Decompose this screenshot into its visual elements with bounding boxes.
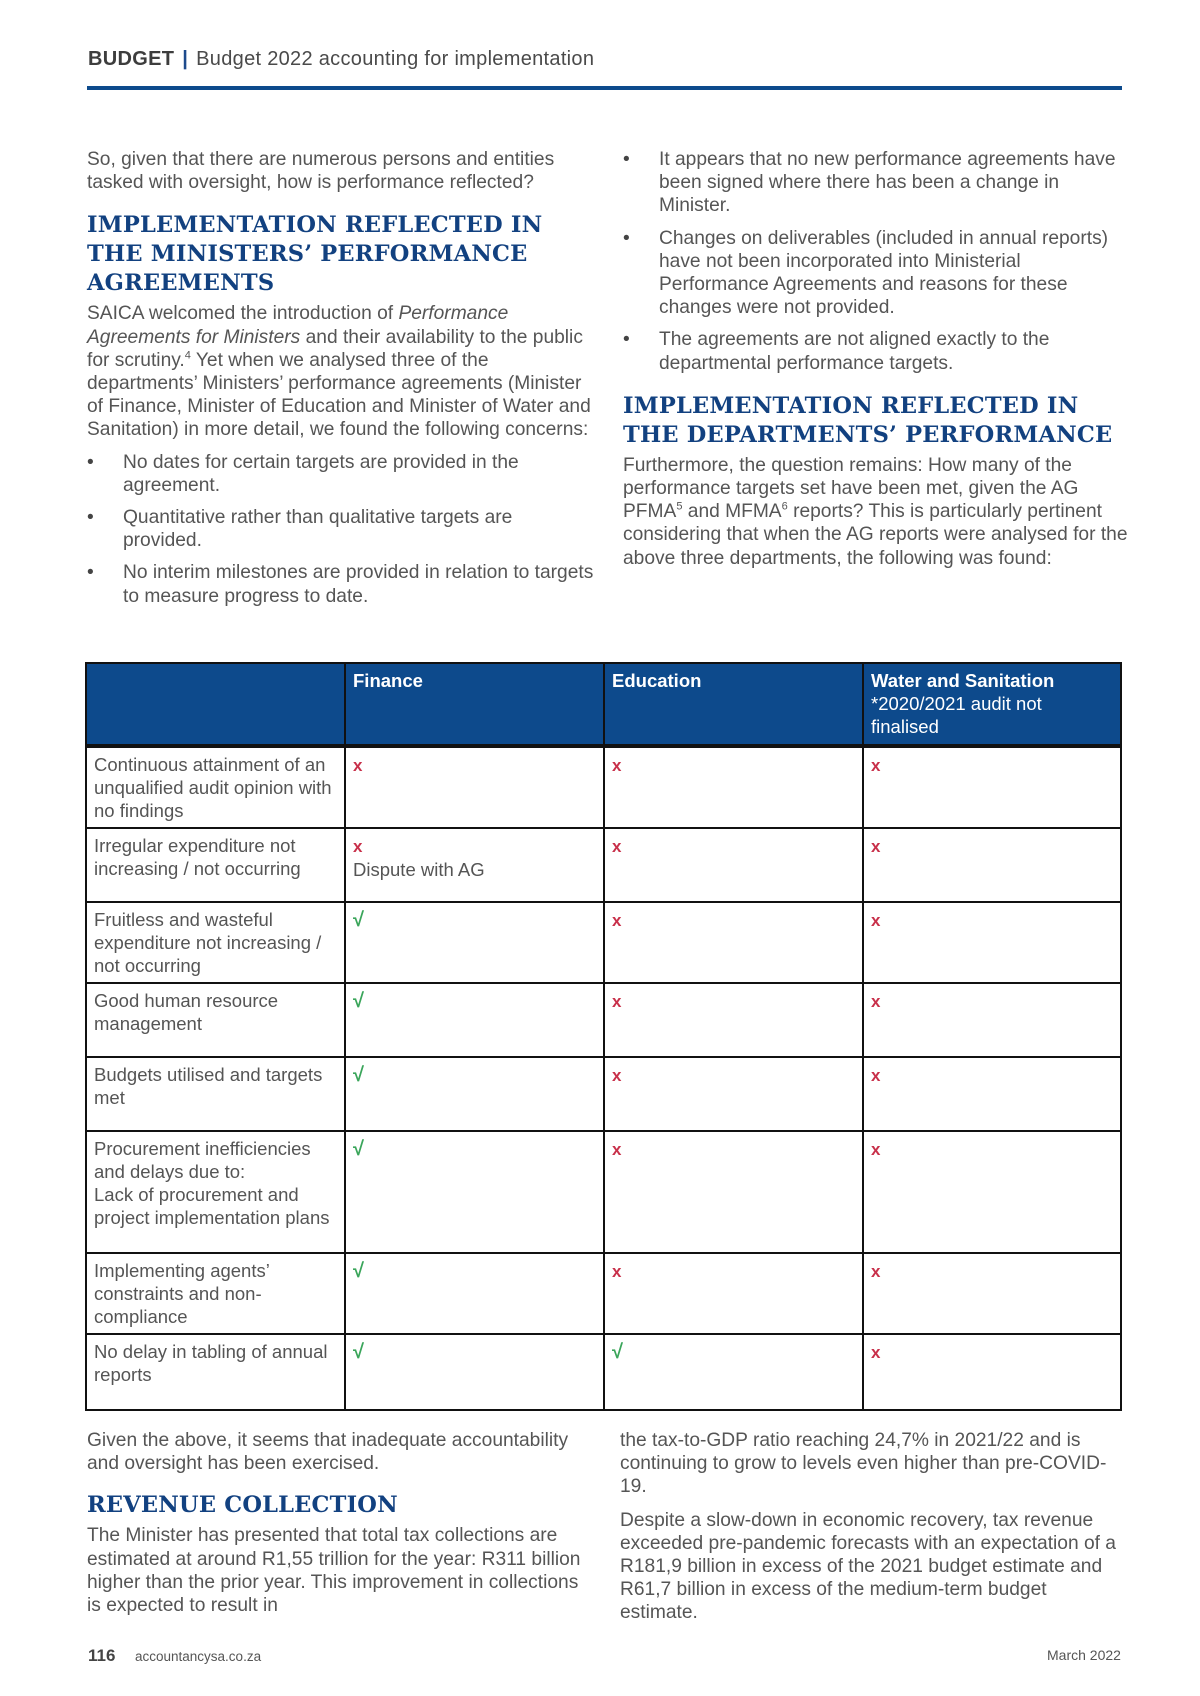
footnote-ref: 6 xyxy=(781,500,788,513)
right-column-bottom xyxy=(620,1429,1120,1635)
bullet-icon: • xyxy=(87,451,94,473)
table-row xyxy=(86,1057,1121,1131)
table-row xyxy=(86,983,1121,1057)
cell-water xyxy=(863,1253,1121,1334)
row-label-text-2: Lack of procurement and project implementation plans xyxy=(94,1184,330,1228)
cell-education xyxy=(604,1057,863,1131)
table-header-row xyxy=(86,663,1121,746)
row-label: Continuous attainment of an unqualified audit opinion with no findings xyxy=(86,746,345,828)
header-water-label: Water and Sanitation xyxy=(871,670,1055,691)
cell-education xyxy=(604,1131,863,1253)
cell-water xyxy=(863,1334,1121,1410)
cell-finance xyxy=(345,1253,604,1334)
header-water-note: *2020/2021 audit not finalised xyxy=(871,693,1042,737)
dept-text-b: and MFMA xyxy=(682,501,782,523)
cross-icon: x xyxy=(612,756,622,775)
intro-paragraph: So, given that there are numerous persons and entities tasked with oversight, how is performance reflected? xyxy=(87,149,555,194)
section-heading-departments: IMPLEMENTATION REFLECTED IN THE DEPARTMENTS’ PERFORMANCE xyxy=(623,392,1113,448)
table-row xyxy=(86,902,1121,983)
cell-finance xyxy=(345,1057,604,1131)
left-column-bottom xyxy=(87,1429,595,1627)
cross-icon: x xyxy=(871,1262,881,1281)
list-item xyxy=(623,227,1128,320)
bullet-icon: • xyxy=(87,507,94,529)
footer-date: March 2022 xyxy=(1047,1647,1121,1663)
agreements-list xyxy=(623,148,1128,375)
saica-text-a: SAICA welcomed the introduction of xyxy=(87,303,399,325)
cell-education xyxy=(604,1253,863,1334)
header-title: Budget 2022 accounting for implementation xyxy=(196,48,595,70)
list-item-text: It appears that no new performance agreements have been signed where there has been a change in Minister. xyxy=(659,149,1116,217)
list-item-text: No interim milestones are provided in relation to targets to measure progress to date. xyxy=(123,562,594,607)
cell-finance xyxy=(345,746,604,828)
bullet-icon: • xyxy=(623,329,630,351)
row-label xyxy=(86,1131,345,1253)
cross-icon: x xyxy=(612,837,622,856)
cross-icon: x xyxy=(871,911,881,930)
list-item-text: Changes on deliverables (included in annual reports) have not been incorporated into Ministerial Performance Agreements and reasons for these changes were not provided. xyxy=(659,227,1109,319)
cross-icon: x xyxy=(612,1262,622,1281)
cross-icon: x xyxy=(871,1066,881,1085)
header-finance: Finance xyxy=(345,663,604,746)
row-label: Irregular expenditure not increasing / not occurring xyxy=(86,828,345,902)
cross-icon: x xyxy=(871,756,881,775)
cross-icon: x xyxy=(353,837,363,856)
list-item xyxy=(87,561,595,607)
concerns-list xyxy=(87,451,595,608)
bullet-icon: • xyxy=(623,149,630,170)
audit-findings-table xyxy=(85,662,1122,1411)
forecast-paragraph: Despite a slow-down in economic recovery, tax revenue exceeded pre-pandemic forecasts with an expectation of a R181,9 billion in excess of the 2021 budget estimate and R61,7 billion in excess of the medium-term budget estimate. xyxy=(620,1509,1116,1624)
dept-text-c: reports? This is particularly pertinent considering that when the AG reports were analysed for the above three departments, the following was found: xyxy=(623,501,1128,569)
check-icon: √ xyxy=(353,1260,364,1282)
saica-paragraph xyxy=(87,302,595,441)
list-item xyxy=(87,506,595,552)
departments-paragraph xyxy=(623,454,1128,570)
finance-note: Dispute with AG xyxy=(353,859,485,880)
cell-education xyxy=(604,902,863,983)
check-icon: √ xyxy=(353,1341,364,1363)
cell-finance xyxy=(345,1334,604,1410)
cross-icon: x xyxy=(612,1140,622,1159)
cross-icon: x xyxy=(612,992,622,1011)
saica-text-b: and their availability to the public for scrutiny. xyxy=(87,326,583,371)
footnote-ref: 5 xyxy=(676,500,683,513)
section-label: BUDGET xyxy=(88,48,175,70)
cell-water xyxy=(863,1057,1121,1131)
bullet-icon: • xyxy=(623,227,630,249)
cross-icon: x xyxy=(612,911,622,930)
table-row xyxy=(86,828,1121,902)
section-heading-ministers: IMPLEMENTATION REFLECTED IN THE MINISTERS’ PERFORMANCE AGREEMENTS xyxy=(87,212,543,297)
cell-finance xyxy=(345,902,604,983)
row-label: Good human resource management xyxy=(86,983,345,1057)
header-rule xyxy=(87,86,1122,90)
cell-finance xyxy=(345,983,604,1057)
row-label: No delay in tabling of annual reports xyxy=(86,1334,345,1410)
cross-icon: x xyxy=(612,1066,622,1085)
header-water xyxy=(863,663,1121,746)
running-header xyxy=(88,48,594,71)
table-row xyxy=(86,1253,1121,1334)
left-column-top xyxy=(87,148,595,617)
list-item xyxy=(623,328,1128,374)
footer-url: accountancysa.co.za xyxy=(135,1649,262,1664)
header-separator: | xyxy=(182,48,189,70)
cross-icon: x xyxy=(871,1343,881,1362)
cell-education xyxy=(604,746,863,828)
check-icon: √ xyxy=(353,1064,364,1086)
check-icon: √ xyxy=(353,990,364,1012)
cell-education xyxy=(604,828,863,902)
right-column-top xyxy=(623,148,1128,580)
revenue-paragraph: The Minister has presented that total tax collections are estimated at around R1,55 trillion for the year: R311 billion higher than the prior year. This improvement in collections is expected to result in xyxy=(87,1525,581,1617)
list-item xyxy=(623,148,1128,218)
bullet-icon: • xyxy=(87,562,94,584)
check-icon: √ xyxy=(612,1341,623,1363)
header-empty xyxy=(86,663,345,746)
list-item-text: The agreements are not aligned exactly to the departmental performance targets. xyxy=(659,329,1050,374)
row-label-text: Procurement inefficiencies and delays due to: xyxy=(94,1138,311,1182)
cross-icon: x xyxy=(871,992,881,1011)
row-label: Implementing agents’ constraints and non-compliance xyxy=(86,1253,345,1334)
list-item xyxy=(87,451,595,497)
cell-education xyxy=(604,983,863,1057)
check-icon: √ xyxy=(353,1138,364,1160)
table-row xyxy=(86,746,1121,828)
dept-text-a: Furthermore, the question remains: How many of the performance targets set have been met, given the AG PFMA xyxy=(623,454,1079,523)
tax-ratio-paragraph: the tax-to-GDP ratio reaching 24,7% in 2021/22 and is continuing to grow to levels even higher than pre-COVID-19. xyxy=(620,1430,1107,1498)
row-label: Budgets utilised and targets met xyxy=(86,1057,345,1131)
saica-text-c: Yet when we analysed three of the departments’ Ministers’ performance agreements (Minister of Finance, Minister of Education and Minister of Water and Sanitation) in more detail, we found the following concerns: xyxy=(87,349,591,441)
list-item-text: Quantitative rather than qualitative targets are provided. xyxy=(123,507,513,552)
list-item-text: No dates for certain targets are provided in the agreement. xyxy=(123,451,519,496)
cross-icon: x xyxy=(353,756,363,775)
table-row xyxy=(86,1334,1121,1410)
cell-finance xyxy=(345,828,604,902)
page-number: 116 xyxy=(88,1646,116,1665)
cross-icon: x xyxy=(871,837,881,856)
cell-finance xyxy=(345,1131,604,1253)
cell-water xyxy=(863,828,1121,902)
row-label: Fruitless and wasteful expenditure not increasing / not occurring xyxy=(86,902,345,983)
table-row xyxy=(86,1131,1121,1253)
check-icon: √ xyxy=(353,909,364,931)
footnote-ref: 4 xyxy=(184,349,191,362)
cross-icon: x xyxy=(871,1140,881,1159)
saica-text-italic: Performance Agreements for Ministers xyxy=(87,303,509,348)
cell-education xyxy=(604,1334,863,1410)
conclusion-paragraph: Given the above, it seems that inadequate accountability and oversight has been exercised. xyxy=(87,1430,569,1475)
cell-water xyxy=(863,746,1121,828)
cell-water xyxy=(863,902,1121,983)
header-education: Education xyxy=(604,663,863,746)
cell-water xyxy=(863,983,1121,1057)
section-heading-revenue: REVENUE COLLECTION xyxy=(87,1492,398,1519)
cell-water xyxy=(863,1131,1121,1253)
